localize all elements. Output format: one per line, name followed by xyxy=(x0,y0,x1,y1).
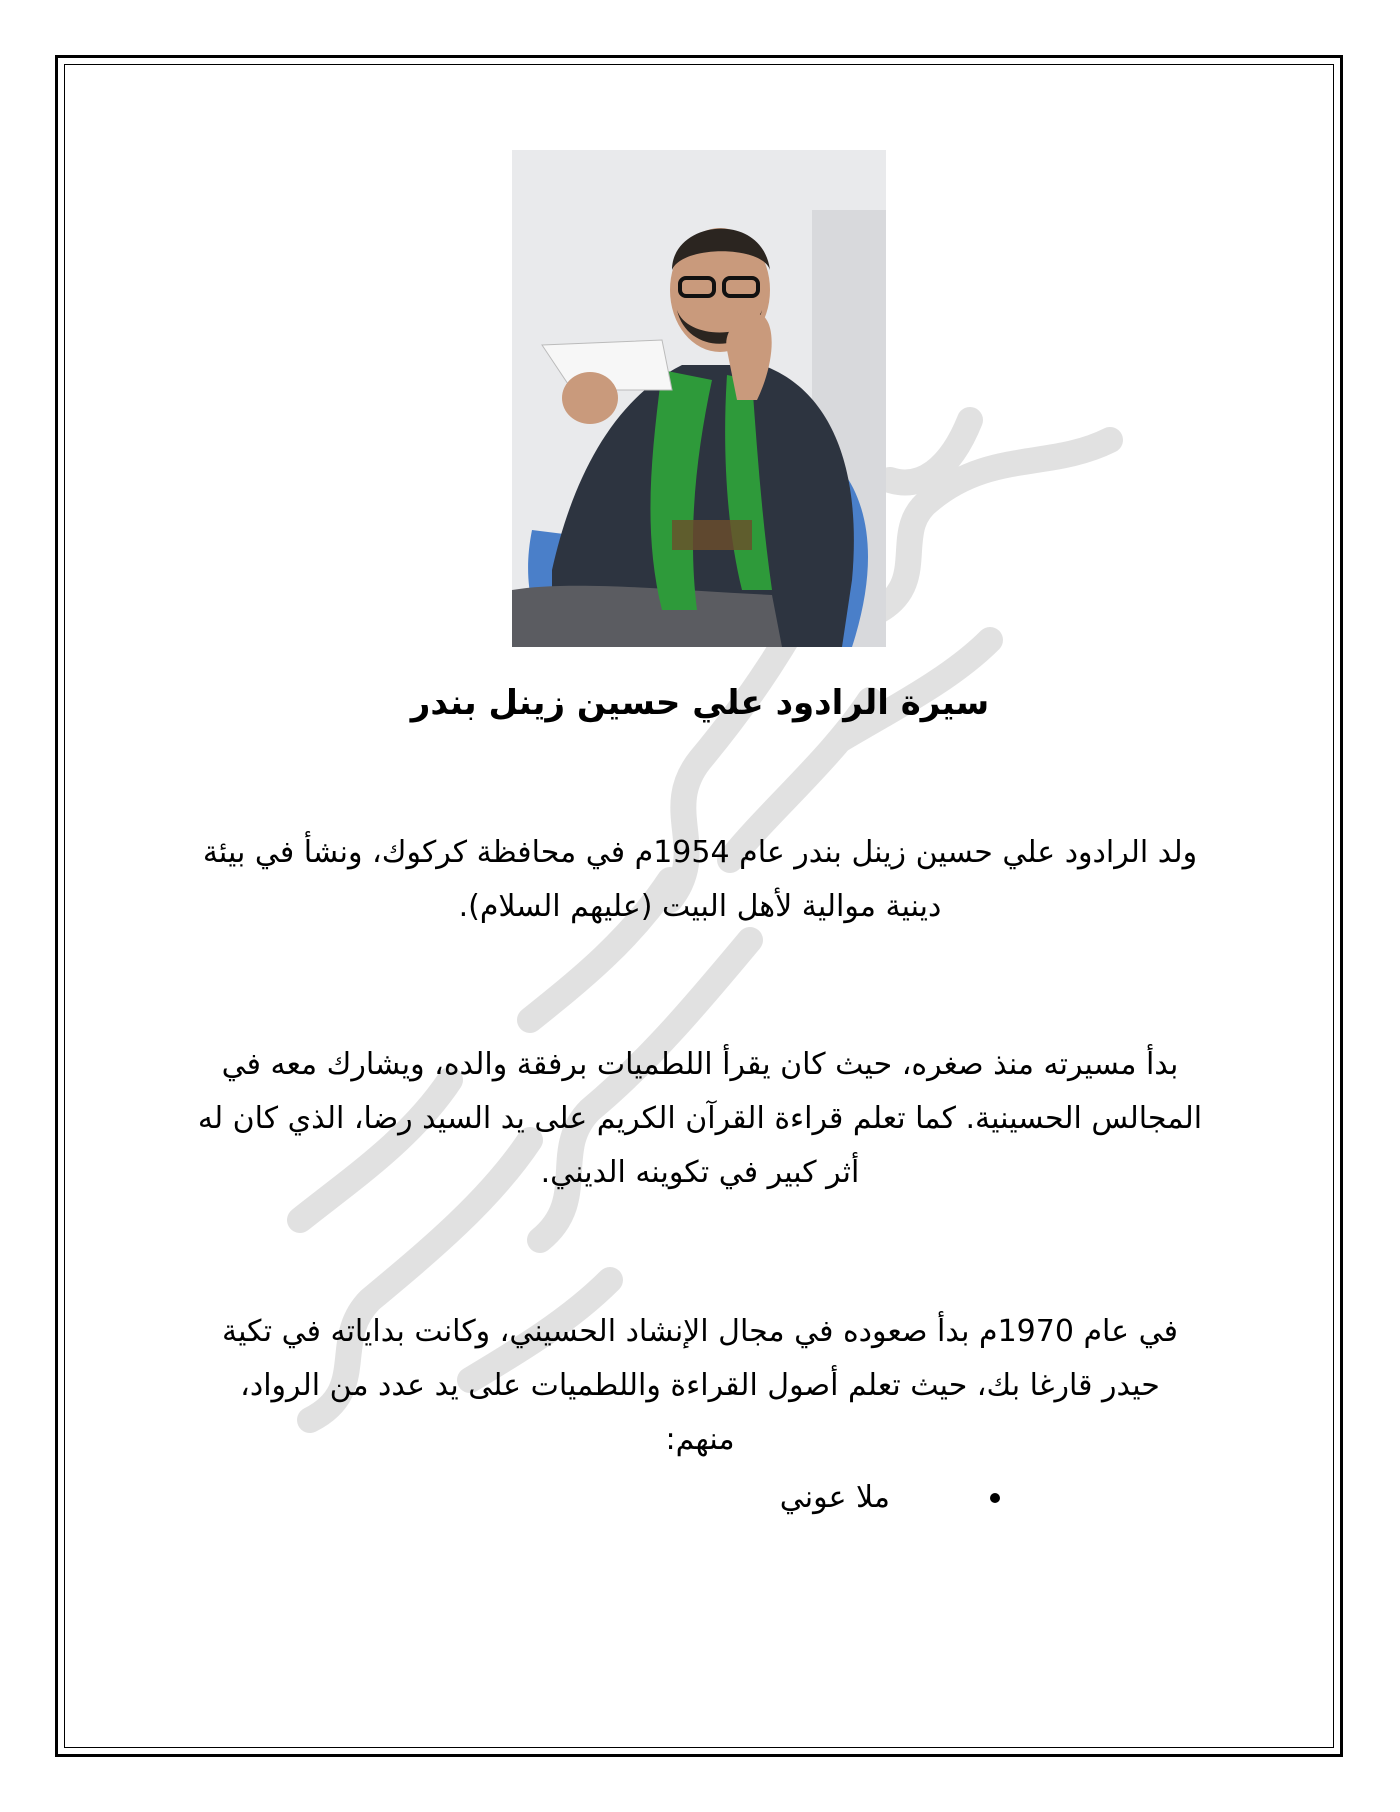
paragraph-line: المجالس الحسينية. كما تعلم قراءة القرآن الكريم على يد السيد رضا، الذي كان له xyxy=(197,1101,1203,1136)
paragraph-line: في عام 1970م بدأ صعوده في مجال الإنشاد الحسيني، وكانت بداياته في تكية xyxy=(222,1314,1178,1349)
paragraph-birth xyxy=(150,826,1250,934)
portrait-illustration xyxy=(512,150,886,647)
list-item-text: ملا عوني xyxy=(779,1480,890,1515)
list-item xyxy=(400,1480,1000,1515)
paragraph-early-career xyxy=(150,1038,1250,1200)
paragraph-line: دينية موالية لأهل البيت (عليهم السلام). xyxy=(458,889,942,924)
bullet-icon xyxy=(990,1493,1000,1503)
page-title: سيرة الرادود علي حسين زينل بندر xyxy=(410,683,990,723)
teachers-list xyxy=(400,1480,1000,1515)
paragraph-line: بدأ مسيرته منذ صغره، حيث كان يقرأ اللطميات برفقة والده، ويشارك معه في xyxy=(221,1047,1179,1082)
paragraph-line: ولد الرادود علي حسين زينل بندر عام 1954م في محافظة كركوك، ونشأ في بيئة xyxy=(202,835,1198,870)
paragraph-1970 xyxy=(150,1305,1250,1467)
portrait-photo xyxy=(512,150,886,647)
paragraph-line: حيدر قارغا بك، حيث تعلم أصول القراءة واللطميات على يد عدد من الرواد، xyxy=(240,1368,1160,1403)
paragraph-line: أثر كبير في تكوينه الديني. xyxy=(540,1155,860,1190)
paragraph-line: منهم: xyxy=(665,1422,735,1457)
